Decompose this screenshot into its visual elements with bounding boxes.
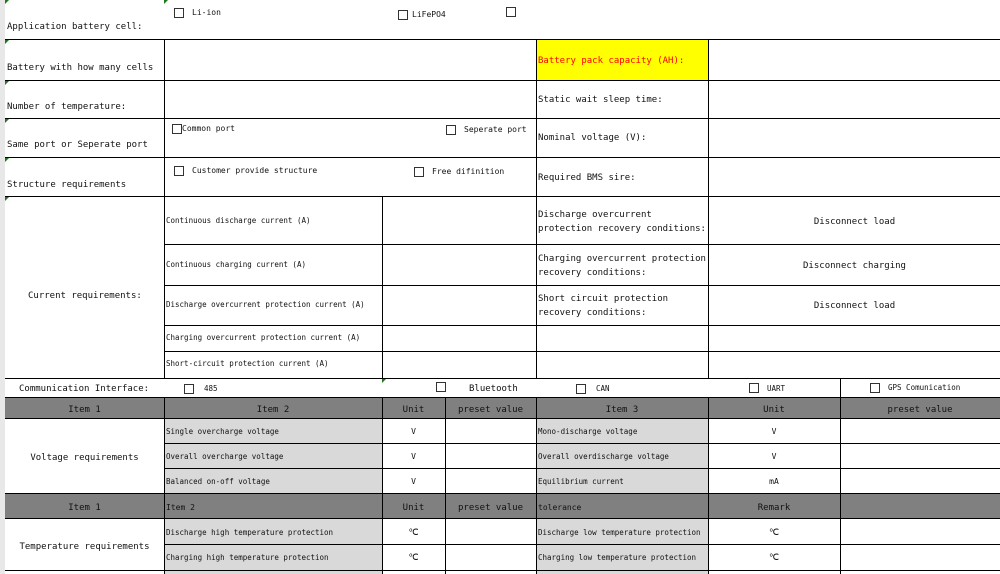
temp-row-2-right: Charging low temperature protection bbox=[538, 553, 697, 562]
current-item-4: Charging overcurrent protection current (A) bbox=[166, 333, 361, 342]
port-label: Same port or Seperate port bbox=[7, 140, 148, 150]
communication-label: Communication Interface: bbox=[19, 384, 150, 394]
customer-structure-label: Customer provide structure bbox=[192, 166, 318, 175]
bms-size-label: Required BMS sire: bbox=[538, 173, 636, 183]
recovery-3-value: Disconnect load bbox=[813, 301, 896, 311]
voltage-requirements-label: Voltage requirements bbox=[30, 453, 139, 463]
recovery-2-value: Disconnect charging bbox=[803, 261, 906, 271]
current-item-3: Discharge overcurrent protection current (A) bbox=[166, 300, 365, 309]
temp-header-item1: Item 1 bbox=[68, 503, 101, 513]
uart-checkbox[interactable] bbox=[749, 383, 759, 393]
free-definition-label: Free difinition bbox=[432, 167, 505, 176]
separate-port-label: Seperate port bbox=[464, 125, 527, 134]
uart-label: UART bbox=[767, 384, 786, 393]
common-port-label: Common port bbox=[182, 124, 235, 133]
li-ion-label: Li-ion bbox=[192, 8, 221, 17]
temp-row-1-unit2: ℃ bbox=[768, 528, 780, 538]
recovery-3-line2: recovery conditions: bbox=[538, 308, 647, 318]
free-definition-checkbox[interactable] bbox=[414, 167, 424, 177]
temp-header-preset: preset value bbox=[457, 503, 524, 513]
cell-count-input[interactable] bbox=[166, 41, 534, 79]
can-label: CAN bbox=[596, 384, 610, 393]
recovery-2-line2: recovery conditions: bbox=[538, 268, 647, 278]
can-checkbox[interactable] bbox=[576, 384, 586, 394]
recovery-1-value: Disconnect load bbox=[813, 217, 896, 227]
voltage-header-unit2: Unit bbox=[763, 405, 785, 415]
current-item-2: Continuous charging current (A) bbox=[166, 260, 306, 269]
common-port-checkbox[interactable] bbox=[172, 124, 182, 134]
temp-row-2-left: Charging high temperature protection bbox=[166, 553, 329, 562]
lifepo4-label: LiFePO4 bbox=[412, 10, 446, 19]
separate-port-checkbox[interactable] bbox=[446, 125, 456, 135]
rs485-label: 485 bbox=[204, 384, 218, 393]
temp-header-tolerance: tolerance bbox=[538, 503, 582, 512]
current-input-3[interactable] bbox=[384, 287, 535, 324]
voltage-header-item2: Item 2 bbox=[256, 405, 290, 415]
temp-header-remark: Remark bbox=[757, 503, 791, 513]
capacity-label: Battery pack capacity (AH): bbox=[538, 56, 685, 66]
bms-size-input[interactable] bbox=[710, 159, 999, 195]
recovery-3-line1: Short circuit protection bbox=[538, 294, 669, 304]
cell-type-label: Application battery cell: bbox=[7, 22, 143, 32]
sleep-time-input[interactable] bbox=[710, 82, 999, 117]
current-input-4[interactable] bbox=[384, 327, 535, 350]
gps-label: GPS Comunication bbox=[888, 383, 961, 392]
voltage-row-3-unit2: mA bbox=[769, 477, 779, 486]
gps-checkbox[interactable] bbox=[870, 383, 880, 393]
temp-row-2-unit: ℃ bbox=[408, 553, 419, 563]
voltage-row-1-unit2: V bbox=[771, 427, 777, 436]
voltage-header-preset: preset value bbox=[457, 405, 524, 415]
temperature-count-label: Number of temperature: bbox=[7, 102, 127, 112]
current-input-2[interactable] bbox=[384, 246, 535, 284]
bluetooth-label: Bluetooth bbox=[469, 384, 518, 394]
temp-row-1-unit: ℃ bbox=[408, 528, 419, 538]
structure-label: Structure requirements bbox=[7, 180, 127, 190]
voltage-row-2-unit2: V bbox=[771, 452, 777, 461]
current-input-1[interactable] bbox=[384, 198, 535, 243]
voltage-row-3-right: Equilibrium current bbox=[538, 477, 624, 486]
voltage-row-1-right: Mono-discharge voltage bbox=[538, 427, 638, 436]
voltage-row-3-left: Balanced on-off voltage bbox=[166, 477, 270, 486]
recovery-1-line1: Discharge overcurrent bbox=[538, 210, 652, 220]
current-item-1: Continuous discharge current (A) bbox=[166, 216, 311, 225]
sleep-time-label: Static wait sleep time: bbox=[538, 95, 663, 105]
voltage-row-2-unit: V bbox=[411, 452, 416, 461]
voltage-row-2-right: Overall overdischarge voltage bbox=[538, 452, 669, 461]
temperature-requirements-label: Temperature requirements bbox=[19, 542, 150, 552]
voltage-header-item3: Item 3 bbox=[605, 405, 639, 415]
temp-header-unit: Unit bbox=[402, 503, 425, 513]
capacity-input[interactable] bbox=[710, 41, 999, 79]
current-input-5[interactable] bbox=[384, 353, 535, 377]
voltage-row-3-unit: V bbox=[411, 477, 416, 486]
recovery-1-line2: protection recovery conditions: bbox=[538, 224, 706, 234]
customer-structure-checkbox[interactable] bbox=[174, 166, 184, 176]
voltage-row-1-unit: V bbox=[411, 427, 416, 436]
cell-count-label: Battery with how many cells bbox=[7, 63, 154, 73]
voltage-header-preset2: preset value bbox=[887, 405, 953, 415]
voltage-row-1-left: Single overcharge voltage bbox=[166, 427, 279, 436]
voltage-header-item1: Item 1 bbox=[68, 405, 101, 415]
voltage-row-2-left: Overall overcharge voltage bbox=[166, 452, 284, 461]
lifepo4-checkbox[interactable] bbox=[398, 10, 408, 20]
nominal-voltage-input[interactable] bbox=[710, 120, 999, 156]
current-requirements-label: Current requirements: bbox=[28, 291, 142, 301]
current-item-5: Short-circuit protection current (A) bbox=[166, 359, 329, 368]
temperature-count-input[interactable] bbox=[166, 82, 534, 117]
voltage-header-unit: Unit bbox=[402, 405, 425, 415]
other-cell-checkbox[interactable] bbox=[506, 7, 516, 17]
rs485-checkbox[interactable] bbox=[184, 384, 194, 394]
temp-row-2-unit2: ℃ bbox=[768, 553, 780, 563]
nominal-voltage-label: Nominal voltage (V): bbox=[538, 133, 647, 143]
temp-row-1-right: Discharge low temperature protection bbox=[538, 528, 701, 537]
bluetooth-checkbox[interactable] bbox=[436, 382, 446, 392]
recovery-2-line1: Charging overcurrent protection bbox=[538, 254, 706, 264]
temp-row-1-left: Discharge high temperature protection bbox=[166, 528, 334, 537]
temp-header-item2: Item 2 bbox=[166, 503, 195, 512]
li-ion-checkbox[interactable] bbox=[174, 8, 184, 18]
